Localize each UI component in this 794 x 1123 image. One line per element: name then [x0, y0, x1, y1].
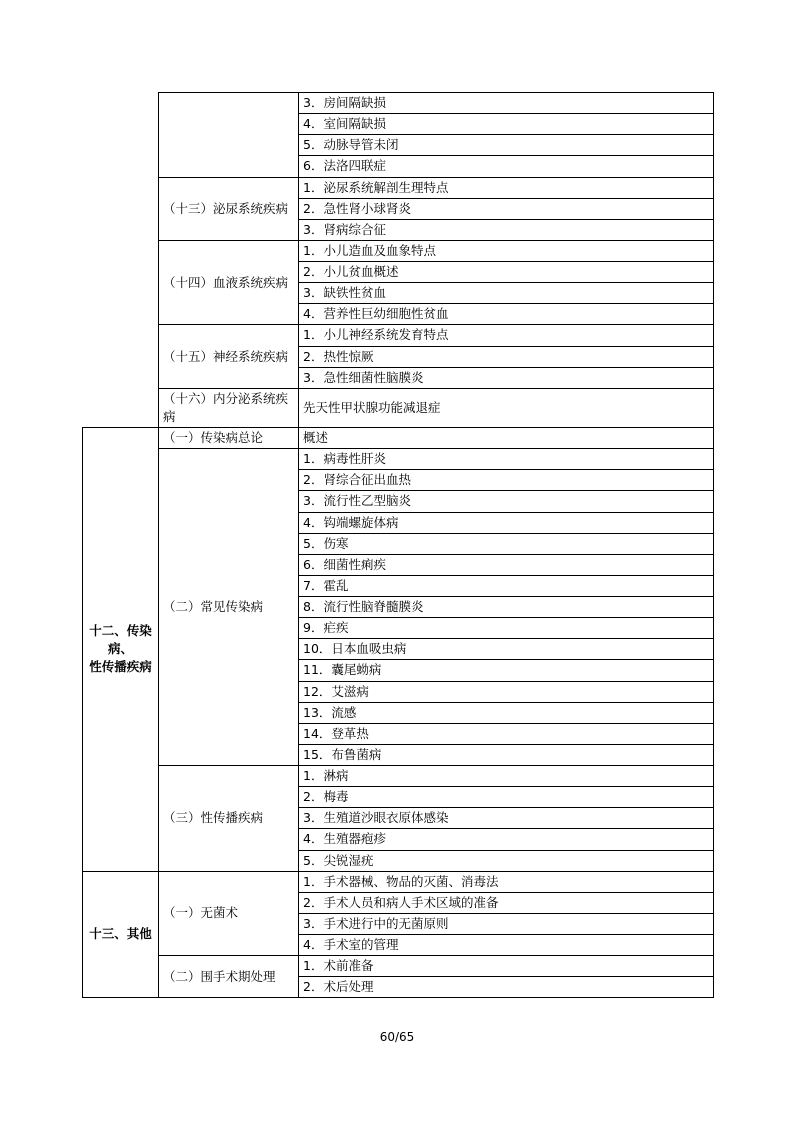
list-item: 2．热性惊厥: [299, 346, 714, 367]
list-item: 4．营养性巨幼细胞性贫血: [299, 304, 714, 325]
table-row: [83, 93, 714, 114]
table-row: [83, 956, 714, 977]
syllabus-table: [82, 92, 714, 998]
list-item: 3．急性细菌性脑膜炎: [299, 367, 714, 388]
list-item: 9．疟疾: [299, 618, 714, 639]
list-item: 5．尖锐湿疣: [299, 850, 714, 871]
section-title-infectious: [83, 428, 159, 872]
section-title-line: 十二、传染病、: [89, 623, 152, 657]
list-item: 1．小儿造血及血象特点: [299, 240, 714, 261]
table-row: [83, 240, 714, 261]
table-row: [83, 325, 714, 346]
list-item: 3．生殖道沙眼衣原体感染: [299, 808, 714, 829]
list-item: 2．急性肾小球肾炎: [299, 198, 714, 219]
group-label-asepsis: （一）无菌术: [159, 871, 299, 956]
list-item: 13．流感: [299, 702, 714, 723]
list-item: 4．生殖器疱疹: [299, 829, 714, 850]
list-item: 1．泌尿系统解剖生理特点: [299, 177, 714, 198]
table-row: [83, 871, 714, 892]
list-item: 14．登革热: [299, 723, 714, 744]
list-item: 2．肾综合征出血热: [299, 470, 714, 491]
list-item: 12．艾滋病: [299, 681, 714, 702]
syllabus-table-body: [83, 93, 714, 998]
list-item: 1．手术器械、物品的灭菌、消毒法: [299, 871, 714, 892]
group-label-empty: [159, 93, 299, 178]
group-label-urinary: （十三）泌尿系统疾病: [159, 177, 299, 240]
list-item: 4．室间隔缺损: [299, 114, 714, 135]
list-item: 7．霍乱: [299, 575, 714, 596]
list-item: 3．缺铁性贫血: [299, 283, 714, 304]
group-label-perioperative: （二）围手术期处理: [159, 956, 299, 998]
table-row: [83, 428, 714, 449]
list-item: 先天性甲状腺功能减退症: [299, 388, 714, 427]
list-item: 1．淋病: [299, 766, 714, 787]
list-item: 6．细菌性痢疾: [299, 554, 714, 575]
section-title-cell-empty: [83, 93, 159, 428]
page-number: 60/65: [379, 1030, 415, 1044]
table-row: [83, 449, 714, 470]
list-item: 15．布鲁菌病: [299, 744, 714, 765]
group-label-std: （三）性传播疾病: [159, 766, 299, 872]
list-item: 1．病毒性肝炎: [299, 449, 714, 470]
table-row: [83, 766, 714, 787]
section-title-line: 性传播疾病: [89, 659, 152, 675]
list-item: 4．钩端螺旋体病: [299, 512, 714, 533]
section-title-other: [83, 871, 159, 998]
list-item: 1．小儿神经系统发育特点: [299, 325, 714, 346]
list-item: 1．术前准备: [299, 956, 714, 977]
list-item: 2．梅毒: [299, 787, 714, 808]
list-item: 2．小儿贫血概述: [299, 262, 714, 283]
list-item: 6．法洛四联症: [299, 156, 714, 177]
list-item: 5．伤寒: [299, 533, 714, 554]
syllabus-table-wrapper: [82, 92, 713, 998]
group-label-common-infectious: （二）常见传染病: [159, 449, 299, 766]
list-item: 3．手术进行中的无菌原则: [299, 913, 714, 934]
list-item: 8．流行性脑脊髓膜炎: [299, 597, 714, 618]
table-row: [83, 388, 714, 427]
group-label-infectious-overview: （一）传染病总论: [159, 428, 299, 449]
list-item: 3．流行性乙型脑炎: [299, 491, 714, 512]
list-item: 概述: [299, 428, 714, 449]
table-row: [83, 177, 714, 198]
list-item: 5．动脉导管未闭: [299, 135, 714, 156]
group-label-endocrine: （十六）内分泌系统疾病: [159, 388, 299, 427]
group-label-blood: （十四）血液系统疾病: [159, 240, 299, 325]
list-item: 2．术后处理: [299, 977, 714, 998]
list-item: 4．手术室的管理: [299, 935, 714, 956]
group-label-nervous: （十五）神经系统疾病: [159, 325, 299, 388]
list-item: 3．肾病综合征: [299, 219, 714, 240]
list-item: 2．手术人员和病人手术区域的准备: [299, 892, 714, 913]
list-item: 10．日本血吸虫病: [299, 639, 714, 660]
section-title-line: 十三、其他: [89, 926, 152, 942]
list-item: 11．囊尾蚴病: [299, 660, 714, 681]
list-item: 3．房间隔缺损: [299, 93, 714, 114]
